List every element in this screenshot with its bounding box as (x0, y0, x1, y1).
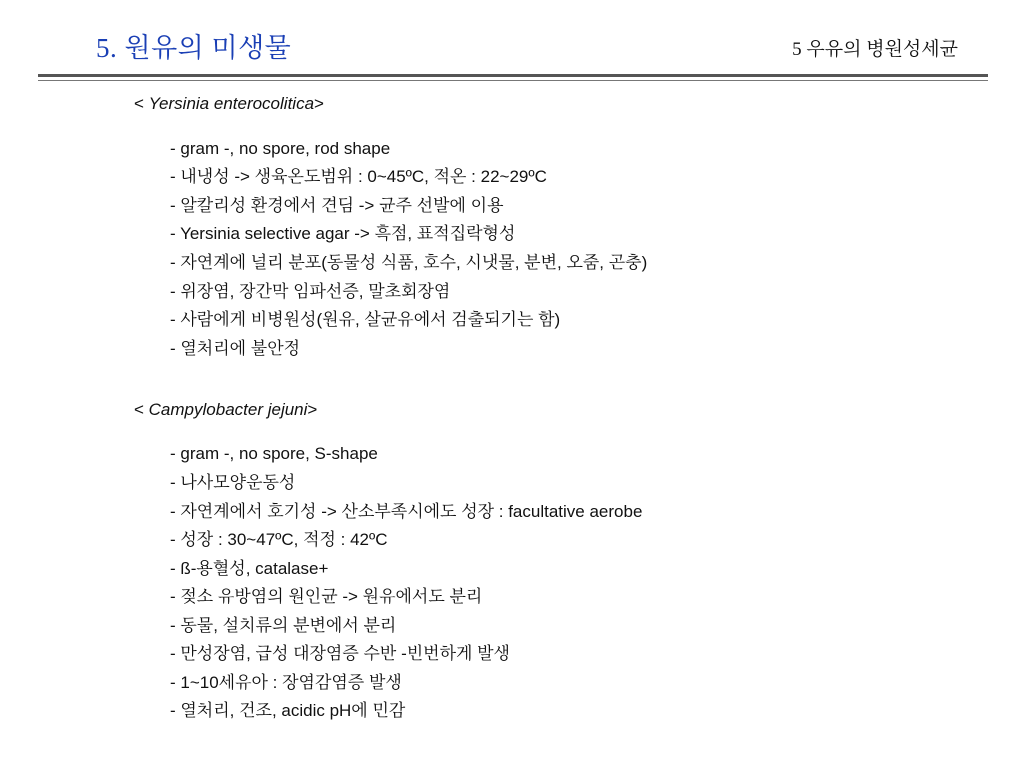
header-divider-thick (38, 74, 988, 77)
list-item: - 만성장염, 급성 대장염증 수반 -빈번하게 발생 (170, 644, 510, 663)
organism-name: Yersinia enterocolitica (148, 94, 315, 113)
section-heading-campylobacter (134, 400, 317, 420)
heading-open-bracket: < (134, 94, 149, 113)
list-item: - 성장 : 30~47ºC, 적정 : 42ºC (170, 530, 388, 549)
list-item: - 위장염, 장간막 임파선증, 말초회장염 (170, 282, 451, 301)
list-item: - 열처리, 건조, acidic pH에 민감 (170, 701, 406, 720)
list-item: - 동물, 설치류의 분변에서 분리 (170, 616, 397, 635)
page-subtitle: 5 우유의 병원성세균 (792, 39, 958, 60)
list-item: - 1~10세유아 : 장염감염증 발생 (170, 673, 402, 692)
list-item: - 알칼리성 환경에서 견딤 -> 균주 선발에 이용 (170, 196, 504, 215)
heading-open-bracket: < (134, 400, 149, 419)
heading-close-bracket: > (314, 94, 324, 113)
list-item: - 자연계에서 호기성 -> 산소부족시에도 성장 : facultative aerobe (170, 502, 643, 521)
page-title: 5. 원유의 미생물 (96, 33, 292, 63)
section-heading-yersinia (134, 94, 324, 114)
list-item: - gram -, no spore, rod shape (170, 139, 391, 158)
list-item: - 젖소 유방염의 원인균 -> 원유에서도 분리 (170, 587, 483, 606)
list-item: - Yersinia selective agar -> 흑점, 표적집락형성 (170, 224, 516, 243)
header-divider-thin (38, 80, 988, 81)
list-item: - 나사모양운동성 (170, 473, 296, 492)
organism-name: Campylobacter jejuni (148, 400, 308, 419)
list-item: - 내냉성 -> 생육온도범위 : 0~45ºC, 적온 : 22~29ºC (170, 167, 547, 186)
list-item: - 사람에게 비병원성(원유, 살균유에서 검출되기는 함) (170, 310, 561, 329)
heading-close-bracket: > (307, 400, 318, 419)
list-item: - 자연계에 널리 분포(동물성 식품, 호수, 시냇물, 분변, 오줌, 곤충) (170, 253, 648, 272)
list-item: - 열처리에 불안정 (170, 339, 301, 358)
list-item: - ß-용혈성, catalase+ (170, 559, 329, 578)
list-item: - gram -, no spore, S-shape (170, 444, 378, 463)
